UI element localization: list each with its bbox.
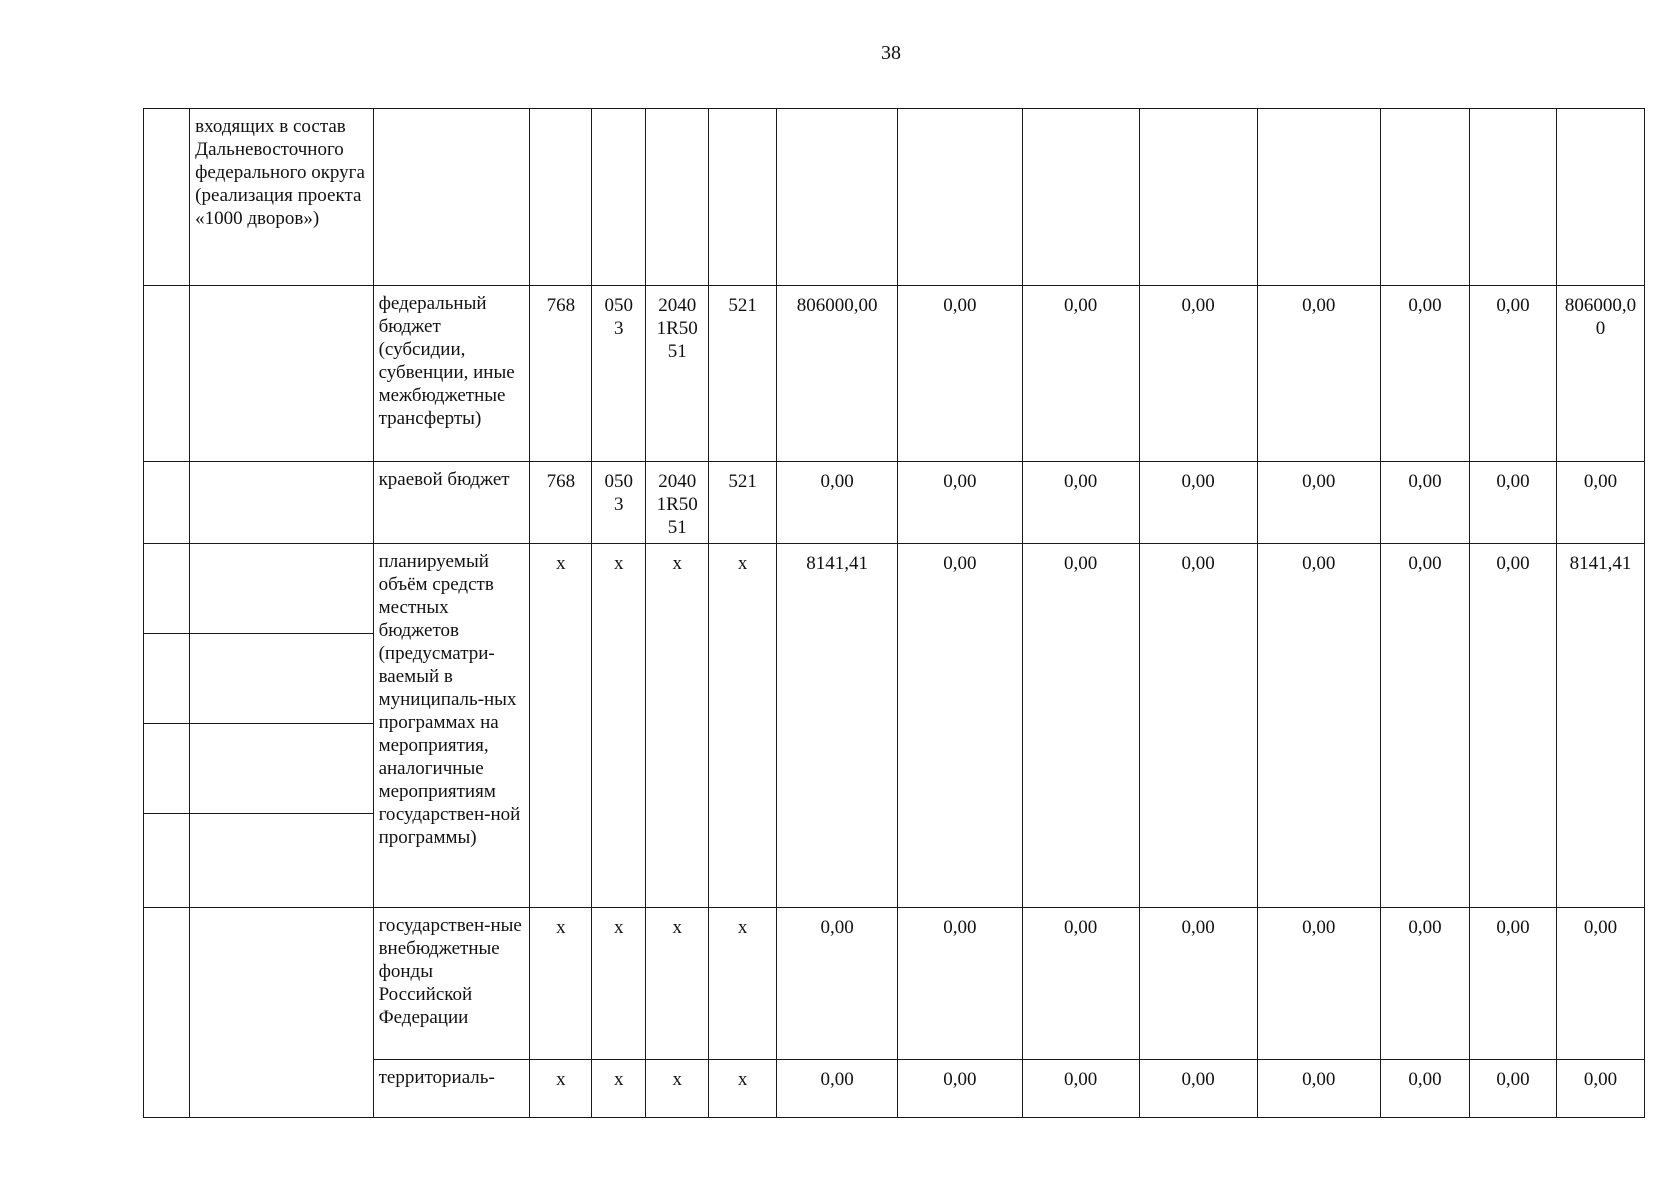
amount-4: 0,00: [1139, 544, 1257, 908]
rzpr-code: 050 3: [592, 286, 646, 462]
funding-source: краевой бюджет: [373, 462, 530, 544]
amount-1: 806000,00: [776, 286, 897, 462]
amount-7: 0,00: [1470, 286, 1557, 462]
amount-6: 0,00: [1380, 908, 1469, 1060]
amount-2: 0,00: [898, 1060, 1022, 1118]
amount-5: 0,00: [1257, 462, 1380, 544]
amount-3: 0,00: [1022, 544, 1139, 908]
amount-4: 0,00: [1139, 462, 1257, 544]
vr-code: 521: [709, 462, 777, 544]
amount-3: 0,00: [1022, 286, 1139, 462]
amount-total: 8141,41: [1556, 544, 1644, 908]
amount-6: 0,00: [1380, 462, 1469, 544]
index-cell: [144, 109, 190, 286]
funding-source: федеральный бюджет (субсидии, субвенции, иные межбюджетные трансферты): [373, 286, 530, 462]
csr-code: х: [646, 908, 709, 1060]
csr-code: х: [646, 544, 709, 908]
vr-code: х: [709, 1060, 777, 1118]
amount-5: 0,00: [1257, 286, 1380, 462]
table-row: [144, 109, 1645, 286]
amount-3: 0,00: [1022, 462, 1139, 544]
amount-5: 0,00: [1257, 1060, 1380, 1118]
rzpr-code: х: [592, 1060, 646, 1118]
table-row: [144, 462, 1645, 544]
grbs-code: 768: [530, 462, 592, 544]
amount-1: 8141,41: [776, 544, 897, 908]
budget-table: [143, 108, 1645, 1118]
rzpr-code: х: [592, 908, 646, 1060]
table-row: [144, 908, 1645, 1060]
vr-code: х: [709, 544, 777, 908]
csr-code: 2040 1R50 51: [646, 462, 709, 544]
grbs-code: х: [530, 544, 592, 908]
funding-source: планируемый объём средств местных бюджетов (предусматри-ваемый в муниципаль-ных программах на мероприятия, аналогичные мероприятиям государствен-ной программы): [373, 544, 530, 908]
grbs-code: 768: [530, 286, 592, 462]
amount-2: 0,00: [898, 286, 1022, 462]
csr-code: 2040 1R50 51: [646, 286, 709, 462]
amount-6: 0,00: [1380, 286, 1469, 462]
rzpr-code: 050 3: [592, 462, 646, 544]
vr-code: 521: [709, 286, 777, 462]
amount-7: 0,00: [1470, 544, 1557, 908]
source-cell: [373, 109, 530, 286]
measure-description: входящих в состав Дальневосточного федерального округа (реализация проекта «1000 дворов»): [190, 109, 373, 286]
amount-total: 0,00: [1556, 1060, 1644, 1118]
amount-total: 806000,00: [1556, 286, 1644, 462]
funding-source: государствен-ные внебюджетные фонды Российской Федерации: [373, 908, 530, 1060]
amount-4: 0,00: [1139, 908, 1257, 1060]
amount-1: 0,00: [776, 908, 897, 1060]
vr-code: х: [709, 908, 777, 1060]
table-row: [144, 544, 1645, 634]
page-number: 38: [881, 42, 901, 64]
amount-total: 0,00: [1556, 908, 1644, 1060]
amount-6: 0,00: [1380, 544, 1469, 908]
amount-1: 0,00: [776, 462, 897, 544]
amount-7: 0,00: [1470, 462, 1557, 544]
amount-7: 0,00: [1470, 908, 1557, 1060]
amount-total: 0,00: [1556, 462, 1644, 544]
amount-7: 0,00: [1470, 1060, 1557, 1118]
amount-2: 0,00: [898, 544, 1022, 908]
amount-3: 0,00: [1022, 908, 1139, 1060]
amount-1: 0,00: [776, 1060, 897, 1118]
amount-2: 0,00: [898, 462, 1022, 544]
table-row: [144, 286, 1645, 462]
amount-2: 0,00: [898, 908, 1022, 1060]
grbs-code: х: [530, 1060, 592, 1118]
funding-source: территориаль-: [373, 1060, 530, 1118]
amount-4: 0,00: [1139, 1060, 1257, 1118]
csr-code: х: [646, 1060, 709, 1118]
grbs-code: х: [530, 908, 592, 1060]
amount-5: 0,00: [1257, 908, 1380, 1060]
amount-6: 0,00: [1380, 1060, 1469, 1118]
amount-3: 0,00: [1022, 1060, 1139, 1118]
amount-5: 0,00: [1257, 544, 1380, 908]
amount-4: 0,00: [1139, 286, 1257, 462]
rzpr-code: х: [592, 544, 646, 908]
